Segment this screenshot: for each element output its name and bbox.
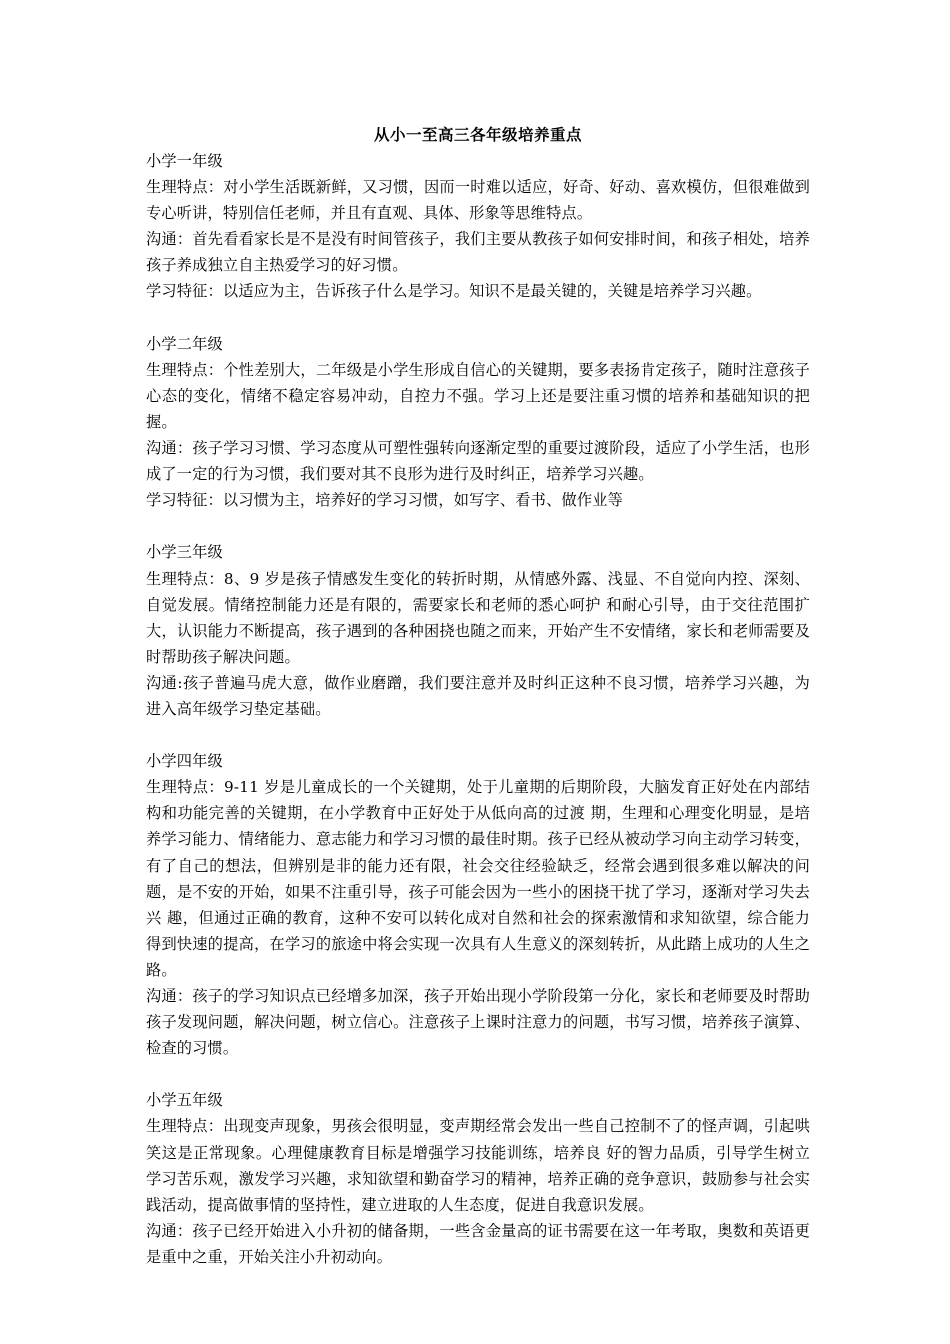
section-spacer xyxy=(146,722,810,748)
grade-heading: 小学五年级 xyxy=(146,1091,223,1110)
grade-section-1 xyxy=(146,148,810,305)
physiology-paragraph: 生理特点：9-11 岁是儿童成长的一个关键期，处于儿童期的后期阶段，大脑发育正好处在内部结构和功能完善的关键期，在小学教育中正好处于从低向高的过渡 期，生理和心理变化明显，是培养学习能力、情绪能力、意志能力和学习习惯的最佳时期。孩子已经从被动学习向主动学习转变，有了自己的想法，但辨别是非的能力还有限，社会交往经验缺乏，经常会遇到很多难以解决的问题，是不安的开始，如果不注重引导，孩子可能会因为一些小的困挠干扰了学习，逐渐对学习失去兴 趣，但通过正确的教育，这种不安可以转化成对自然和社会的探索激情和求知欲望，综合能力得到快速的提高，在学习的旅途中将会实现一次具有人生意义的深刻转折，从此踏上成功的人生之路。 xyxy=(146,778,810,979)
physiology-paragraph: 生理特点：个性差别大，二年级是小学生形成自信心的关键期，要多表扬肯定孩子，随时注意孩子心态的变化，情绪不稳定容易冲动，自控力不强。学习上还是要注重习惯的培养和基础知识的把握。 xyxy=(146,360,810,431)
document-title: 从小一至高三各年级培养重点 xyxy=(373,125,582,144)
communication-paragraph: 沟通：孩子学习习惯、学习态度从可塑性强转向逐渐定型的重要过渡阶段，适应了小学生活，也形成了一定的行为习惯，我们要对其不良形为进行及时纠正，培养学习兴趣。 xyxy=(146,439,810,484)
section-spacer xyxy=(146,1061,810,1087)
communication-paragraph: 沟通：孩子的学习知识点已经增多加深，孩子开始出现小学阶段第一分化，家长和老师要及时帮助孩子发现问题，解决问题，树立信心。注意孩子上课时注意力的问题，书写习惯，培养孩子演算、检查的习惯。 xyxy=(146,987,810,1058)
learning-paragraph: 学习特征：以适应为主，告诉孩子什么是学习。知识不是最关键的，关键是培养学习兴趣。 xyxy=(146,282,762,301)
section-spacer xyxy=(146,305,810,331)
physiology-paragraph: 生理特点：8、9 岁是孩子情感发生变化的转折时期，从情感外露、浅显、不自觉向内控、深刻、自觉发展。情绪控制能力还是有限的，需要家长和老师的悉心呵护 和耐心引导，由于交往范围扩大，认识能力不断提高，孩子遇到的各种困挠也随之而来，开始产生不安情绪，家长和老师需要及时帮助孩子解决问题。 xyxy=(146,569,810,666)
grade-heading: 小学三年级 xyxy=(146,543,223,562)
grade-section-4 xyxy=(146,748,810,1061)
grade-heading: 小学四年级 xyxy=(146,752,223,771)
grade-heading: 小学二年级 xyxy=(146,334,223,353)
section-spacer xyxy=(146,513,810,539)
communication-paragraph: 沟通：首先看看家长是不是没有时间管孩子，我们主要从教孩子如何安排时间，和孩子相处，培养孩子养成独立自主热爱学习的好习惯。 xyxy=(146,230,810,275)
communication-paragraph: 沟通:孩子普遍马虎大意，做作业磨蹭，我们要注意并及时纠正这种不良习惯，培养学习兴趣，为进入高年级学习垫定基础。 xyxy=(146,673,810,718)
physiology-paragraph: 生理特点：出现变声现象，男孩会很明显，变声期经常会发出一些自己控制不了的怪声调，引起哄笑这是正常现象。心理健康教育目标是增强学习技能训练，培养良 好的智力品质，引导学生树立学习苦乐观，激发学习兴趣，求知欲望和勤奋学习的精神，培养正确的竞争意识，鼓励参与社会实践活动，提高做事情的坚持性，建立进取的人生态度，促进自我意识发展。 xyxy=(146,1117,810,1214)
grade-heading: 小学一年级 xyxy=(146,152,223,170)
document-page xyxy=(146,122,810,1270)
communication-paragraph: 沟通：孩子已经开始进入小升初的储备期，一些含金量高的证书需要在这一年考取，奥数和英语更是重中之重，开始关注小升初动向。 xyxy=(146,1221,810,1266)
physiology-paragraph: 生理特点：对小学生活既新鲜，又习惯，因而一时难以适应，好奇、好动、喜欢模仿，但很难做到专心听讲，特别信任老师，并且有直观、具体、形象等思维特点。 xyxy=(146,178,810,223)
learning-paragraph: 学习特征：以习惯为主，培养好的学习习惯，如写字、看书、做作业等 xyxy=(146,491,624,510)
grade-section-2 xyxy=(146,331,810,514)
grade-section-3 xyxy=(146,539,810,722)
grade-section-5 xyxy=(146,1087,810,1270)
